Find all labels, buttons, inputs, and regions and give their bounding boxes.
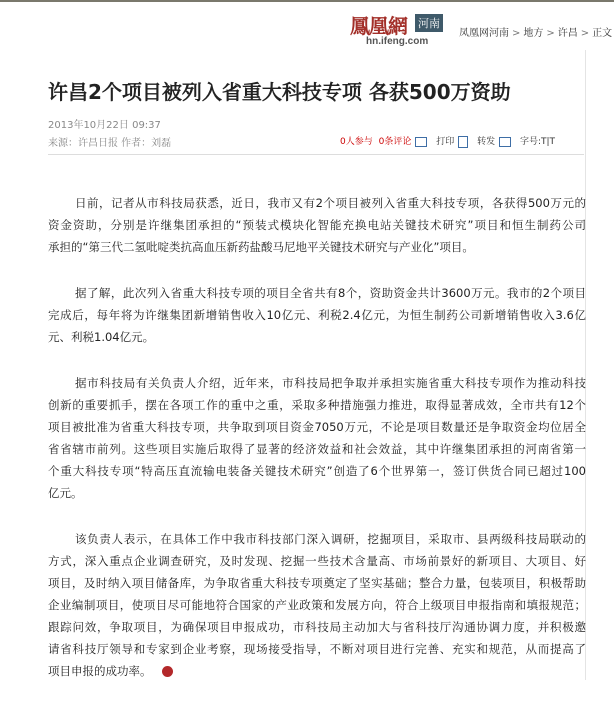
paragraph-line: 企业编制项目，使项目尽可能地符合国家的产业政策和发展方向，符合上级项目申报指南和填报规范；	[48, 598, 586, 612]
participants-link[interactable]: 0人参与	[340, 137, 373, 147]
paragraph-line: 完成后，每年将为许继集团新增销售收入10亿元、利税2.4亿元，为恒生制药公司新增销售收入3.6亿	[48, 308, 586, 322]
paragraph-line: 据市科技局有关负责人介绍，近年来，市科技局把争取并承担实施省重大科技专项作为推动科技	[75, 376, 586, 390]
paragraph-line: 请省科技厅领导和专家到企业考察，现场接受指导，不断对项目进行完善、充实和规范，从而提高了	[48, 642, 586, 656]
forward-button[interactable]: 转发	[477, 137, 496, 147]
logo-url: hn.ifeng.com	[366, 36, 429, 47]
paragraph-line: 日前，记者从市科技局获悉，近日，我市又有2个项目被列入省重大科技专项，各获得500万元的	[75, 196, 586, 210]
print-button[interactable]: 打印	[436, 137, 455, 147]
paragraph-line: 方式，深入重点企业调查研究，及时发现、挖掘一些技术含量高、市场前景好的新项目、大项目、好	[48, 554, 586, 568]
print-icon[interactable]	[458, 136, 468, 148]
article-source: 来源：许昌日报 作者：刘磊	[48, 138, 172, 149]
paragraph-line: 跟踪问效，争取项目，为确保项目申报成功，市科技局主动加大与省科技厅沟通协调力度，并积极邀	[48, 620, 586, 634]
logo-text: 鳳凰網	[350, 14, 407, 38]
article-paragraph	[48, 282, 586, 348]
paragraph-line: 亿元。	[48, 486, 83, 500]
paragraph-line: 省省辖市前列。这些项目实施后取得了显著的经济效益和社会效益，其中许继集团承担的河南省第一	[48, 442, 586, 456]
paragraph-line: 承担的“第三代二氢吡啶类抗高血压新药盐酸马尼地平关键技术研究与产业化”项目。	[48, 240, 474, 254]
breadcrumb-xuchang[interactable]: 许昌	[557, 28, 578, 39]
paragraph-line: 资金资助，分别是许继集团承担的“预装式模块化智能充换电站关键技术研究”项目和恒生制药公司	[48, 218, 586, 232]
breadcrumb-home[interactable]: 凤凰网河南	[459, 28, 509, 39]
chevron-right-icon: >	[546, 28, 555, 39]
mail-icon[interactable]	[499, 137, 511, 147]
article-tools	[340, 134, 585, 148]
chevron-right-icon: >	[512, 28, 521, 39]
font-size-control[interactable]: 字号:T|T	[520, 137, 556, 147]
ifeng-end-mark-icon	[162, 666, 173, 677]
article-paragraph	[48, 528, 586, 682]
ifeng-henan-logo[interactable]	[350, 10, 445, 46]
paragraph-line: 创新的重要抓手，摆在各项工作的重中之重，采取多种措施强力推进，取得显著成效，全市共有12个	[48, 398, 586, 412]
breadcrumb-current: 正文	[592, 28, 613, 39]
paragraph-line: 据了解，此次列入省重大科技专项的项目全省共有8个，资助资金共计3600万元。我市的2个项目	[75, 286, 586, 300]
article-body	[48, 192, 586, 706]
article-paragraph	[48, 192, 586, 258]
article-title: 许昌2个项目被列入省重大科技专项 各获500万资助	[48, 80, 511, 104]
comments-link[interactable]: 0条评论	[378, 137, 412, 147]
comment-icon[interactable]	[415, 137, 427, 147]
logo-badge: 河南	[415, 14, 443, 32]
article-paragraph	[48, 372, 586, 504]
chevron-right-icon: >	[580, 28, 590, 39]
breadcrumb	[459, 24, 611, 39]
divider	[48, 154, 584, 155]
paragraph-line: 项目被批准为省重大科技专项，共争取到项目资金7050万元，不论是项目数量还是争取资金均位居全	[48, 420, 586, 434]
paragraph-line: 项目，及时纳入项目储备库，为争取省重大科技专项奠定了坚实基础；整合力量，包装项目，积极帮助	[48, 576, 586, 590]
paragraph-line: 该负责人表示，在具体工作中我市科技部门深入调研，挖掘项目，采取市、县两级科技局联动的	[75, 532, 586, 546]
paragraph-line: 元、利税1.04亿元。	[48, 330, 155, 344]
paragraph-line: 项目申报的成功率。	[48, 660, 586, 682]
top-border	[0, 0, 614, 2]
paragraph-line: 个重大科技专项“特高压直流输电装备关键技术研究”创造了6个世界第一，签订供货合同已超过100	[48, 464, 586, 478]
article-date: 2013年10月22日 09:37	[48, 120, 161, 131]
breadcrumb-local[interactable]: 地方	[523, 28, 544, 39]
